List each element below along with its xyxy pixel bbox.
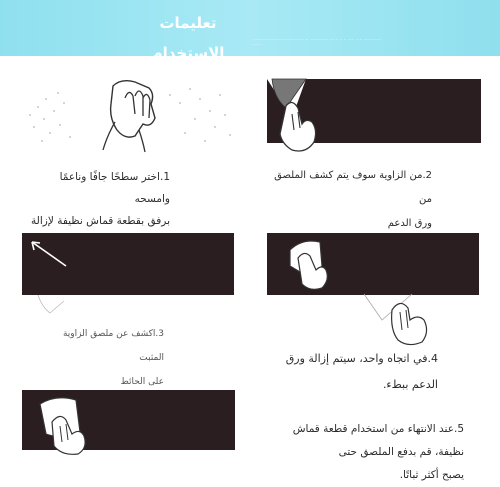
step5-caption	[268, 418, 464, 487]
step1-line1: 1.اختر سطحًا جافًا وناعمًا وامسحه	[59, 171, 170, 205]
hand-pressing-cloth-icon	[36, 392, 98, 456]
peeled-corner-sketch	[36, 295, 66, 315]
step1-line2: برفق بقطعة قماش نظيفة لإزالة	[31, 215, 170, 227]
step1-number: 1.	[159, 171, 170, 183]
step4-caption	[268, 346, 438, 398]
step4-line2: الدعم ببطء.	[382, 378, 438, 391]
step2-line2: ورق الدعم	[387, 218, 432, 229]
step3-caption	[40, 322, 164, 394]
step3-line1: 3.اكشف عن ملصق الزاوية المثبت	[62, 329, 164, 363]
step4-number: 4.	[427, 352, 438, 365]
direction-arrow-icon	[28, 238, 70, 270]
step5-number: 5.	[453, 423, 464, 435]
page-title: تعليمات الاستخدام	[151, 14, 225, 62]
step2-line1: 2.من الزاوية سوف يتم كشف الملصق من	[274, 170, 432, 205]
step3-number: 3.	[155, 329, 164, 339]
step5-line3: يصبح أكثر ثباتًا.	[399, 469, 464, 481]
hand-wiping-cloth-icon	[95, 78, 167, 156]
hand-smoothing-icon	[282, 236, 342, 294]
header-banner	[0, 0, 500, 62]
step3-line2: على الحائط	[120, 377, 164, 387]
step2-caption	[260, 164, 432, 236]
hand-peeling-backing-icon	[362, 290, 436, 346]
step2-number: 2.	[422, 170, 432, 181]
header-subtitle: ································ ·· ··········· ····· ·· ·· ···· ···· ··········· ·····	[253, 38, 382, 48]
step4-line1: 4.في اتجاه واحد، سيتم إزالة ورق	[285, 352, 438, 365]
hand-peeling-corner-icon	[262, 78, 332, 158]
step5-line2: نظيفة، قم بدفع الملصق حتى	[338, 446, 464, 458]
step5-line1: 5.عند الانتهاء من استخدام قطعة قماش	[292, 423, 464, 435]
